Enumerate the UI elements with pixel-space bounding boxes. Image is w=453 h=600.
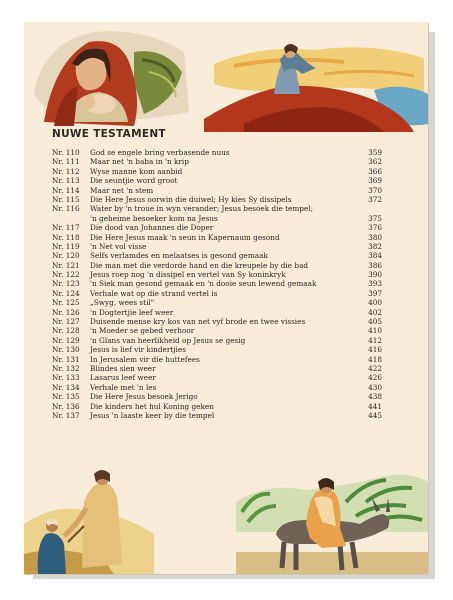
book-page [24,22,428,574]
entry-page: 426 [368,373,382,383]
table-of-contents [52,148,392,420]
toc-row [52,308,392,317]
toc-row [52,167,392,176]
entry-title: God se engele bring verbasende nuus [90,148,230,157]
toc-row [52,148,392,157]
entry-page: 366 [368,166,382,176]
entry-title: 'n Glans van heerlikheid op Jesus se gesig [90,335,246,345]
entry-number: Nr. 132 [52,364,80,373]
toc-row [52,270,392,279]
entry-number: Nr. 123 [52,279,80,289]
toc-row [52,326,392,335]
entry-number: Nr. 134 [52,382,80,392]
entry-title: Verhale wat op die strand vertel is [90,288,218,298]
entry-title-line-2: 'n geheime besoeker kom na Jesus [90,213,218,223]
entry-number: Nr. 111 [52,157,80,167]
madonna-illustration [24,22,194,132]
entry-title: 'n Dogtertjie leef weer [90,307,174,317]
entry-number: Nr. 129 [52,335,80,345]
entry-page: 376 [368,223,382,233]
entry-page: 416 [368,345,382,355]
entry-page: 441 [368,401,382,411]
entry-page: 369 [368,176,382,186]
entry-number: Nr. 125 [52,298,80,308]
entry-number: Nr. 136 [52,401,80,411]
entry-number: Nr. 113 [52,176,80,186]
entry-number: Nr. 130 [52,345,80,355]
entry-page: 370 [368,185,382,195]
entry-title: Selfs verlamdes en melaatses is gesond gemaak [90,251,268,261]
entry-title [90,204,313,223]
entry-title: 'n Net vol visse [90,241,147,251]
entry-page: 400 [368,298,382,308]
entry-number: Nr. 135 [52,392,80,402]
toc-row [52,317,392,326]
toc-row [52,336,392,345]
toc-row [52,364,392,373]
entry-number: Nr. 118 [52,232,80,242]
toc-row [52,345,392,354]
entry-number: Nr. 137 [52,410,80,420]
entry-number: Nr. 133 [52,373,80,383]
toc-row [52,289,392,298]
entry-number: Nr. 115 [52,194,80,204]
entry-title: Die seuntjie word groot [90,176,178,186]
toc-row [52,261,392,270]
entry-number: Nr. 110 [52,148,80,157]
toc-row [52,186,392,195]
toc-row [52,383,392,392]
toc-row [52,251,392,260]
entry-page: 412 [368,335,382,345]
entry-title: Maar net 'n stem [90,185,154,195]
entry-number: Nr. 116 [52,204,80,214]
entry-title: Blindes sien weer [90,364,156,373]
entry-number: Nr. 131 [52,354,80,364]
entry-page: 402 [368,307,382,317]
entry-page: 386 [368,260,382,270]
entry-title: Verhale met 'n les [90,382,157,392]
toc-row [52,411,392,420]
entry-page: 384 [368,251,382,261]
entry-page: 397 [368,288,382,298]
toc-row [52,373,392,382]
entry-title: Jesus roep nog 'n dissipel en vertel van Sy koninkryk [90,270,286,280]
entry-title: 'n Siek man gesond gemaak en 'n dooie seun lewend gemaak [90,279,317,289]
entry-number: Nr. 117 [52,223,80,233]
entry-title: In Jerusalem vir die huttefees [90,354,200,364]
donkey-illustration [236,472,428,574]
entry-page: 445 [368,410,382,420]
entry-number: Nr. 128 [52,326,80,336]
toc-row [52,402,392,411]
entry-page: 359 [368,148,382,157]
entry-number: Nr. 112 [52,166,80,176]
entry-number: Nr. 121 [52,260,80,270]
toc-row [52,204,392,223]
entry-title: Die dood van Johannes die Doper [90,223,214,233]
entry-page: 430 [368,382,382,392]
entry-title: Wyse manne kom aanbid [90,166,183,176]
entry-page: 390 [368,270,382,280]
entry-title: „Swyg, wees stil" [90,298,155,308]
entry-title-line-1: Water by 'n troue in wyn verander; Jesus besoek die tempel; [90,204,314,214]
desert-figure-illustration [204,24,428,132]
toc-row [52,298,392,307]
entry-page: 438 [368,392,382,402]
entry-number: Nr. 126 [52,307,80,317]
entry-page: 375 [368,213,382,223]
toc-row [52,176,392,185]
entry-title: Jesus is lief vir kindertjies [90,345,186,355]
entry-title: Jesus 'n laaste keer by die tempel [90,410,215,420]
entry-page: 362 [368,157,382,167]
toc-row [52,392,392,401]
entry-page: 418 [368,354,382,364]
entry-page: 405 [368,317,382,327]
entry-page: 410 [368,326,382,336]
entry-number: Nr. 124 [52,288,80,298]
entry-title: Lasarus leef weer [90,373,156,383]
healing-illustration [24,464,154,574]
entry-title: Die Here Jesus besoek Jerigo [90,392,198,402]
entry-number: Nr. 119 [52,241,80,251]
entry-page: 422 [368,364,382,373]
entry-number: Nr. 122 [52,270,80,280]
toc-row [52,279,392,288]
toc-row [52,195,392,204]
toc-row [52,157,392,166]
entry-title: Duisende mense kry kos van net vyf brode en twee vissies [90,317,306,327]
entry-page: 372 [368,194,382,204]
entry-title: Maar net 'n baba in 'n krip [90,157,189,167]
entry-number: Nr. 120 [52,251,80,261]
toc-row [52,355,392,364]
toc-row [52,233,392,242]
section-heading: NUWE TESTAMENT [52,128,166,140]
entry-title: Die Here Jesus oorwin die duiwel; Hy kies Sy dissipels [90,194,292,204]
entry-number: Nr. 127 [52,317,80,327]
toc-row [52,223,392,232]
entry-page: 380 [368,232,382,242]
entry-title: Die kinders het hul Koning geken [90,401,214,411]
entry-title: 'n Moeder se gebed verhoor [90,326,195,336]
entry-title: Die man met die verdorde hand en die kreupele by die bad [90,260,309,270]
toc-row [52,242,392,251]
entry-page: 393 [368,279,382,289]
entry-number: Nr. 114 [52,185,80,195]
entry-page: 382 [368,241,382,251]
entry-title: Die Here Jesus maak 'n seun in Kapernaum gesond [90,232,280,242]
